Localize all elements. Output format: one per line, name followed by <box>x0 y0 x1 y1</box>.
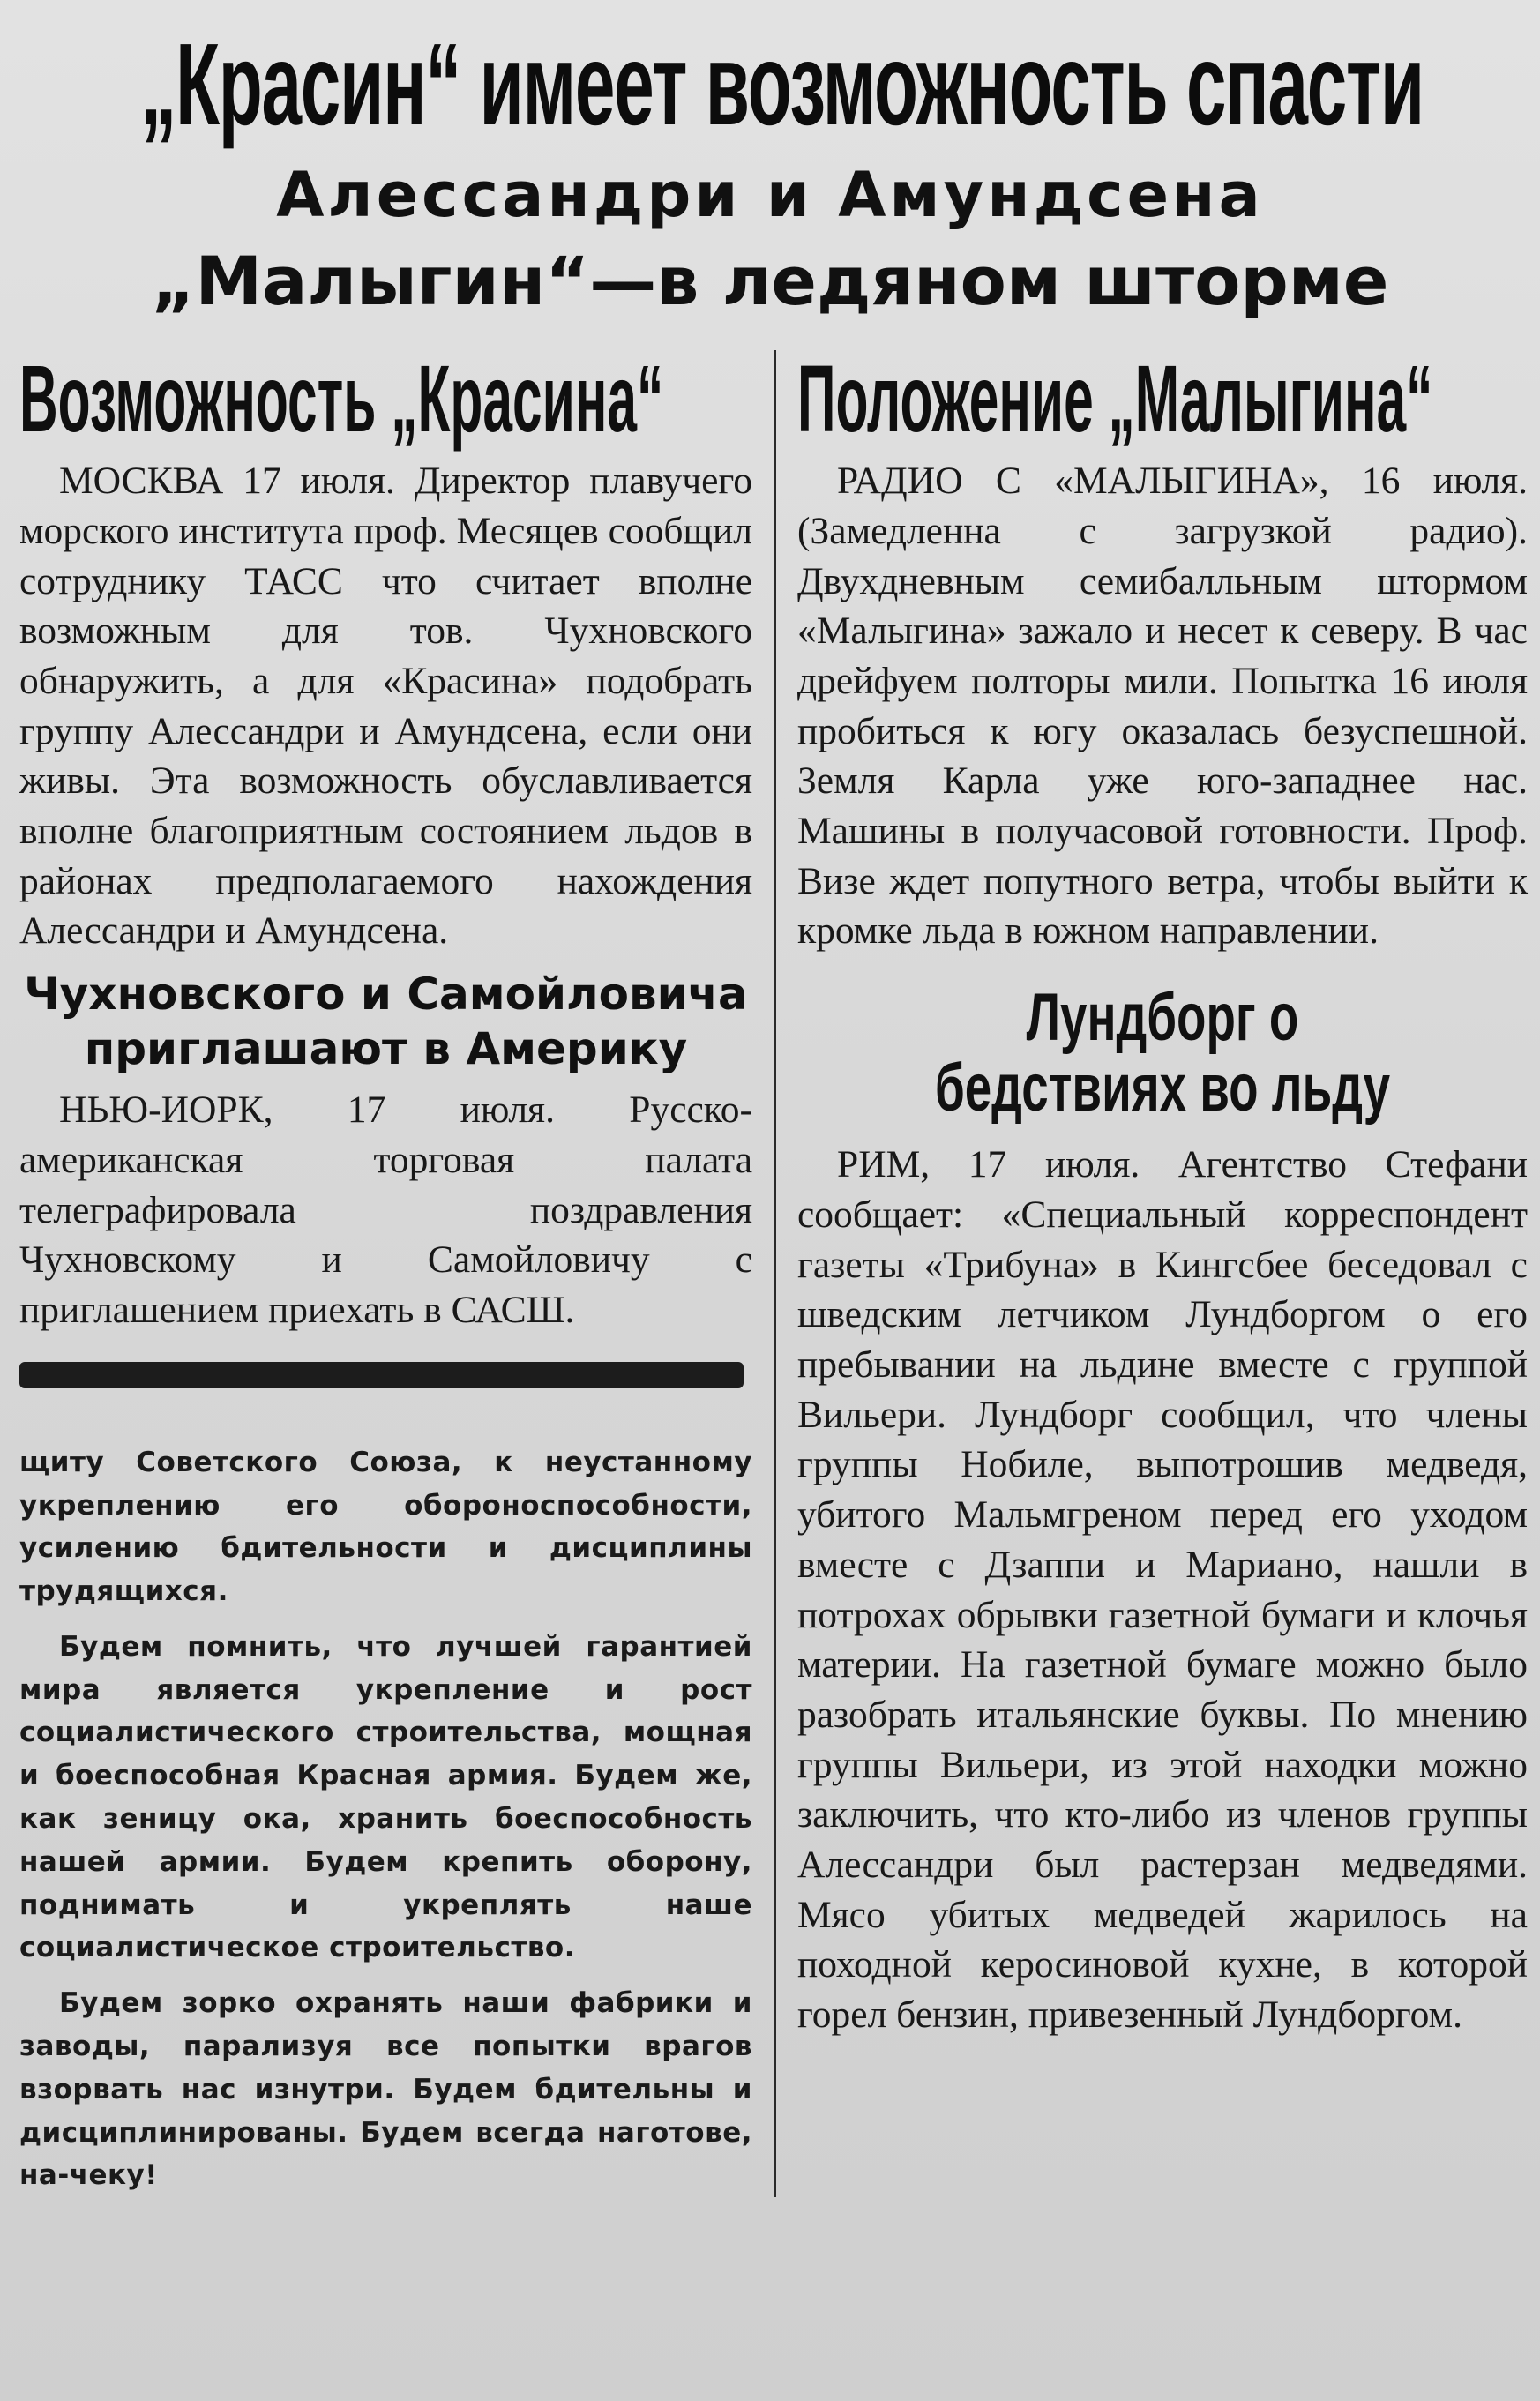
appeal-paragraph-2: Будем помнить, что лучшей гарантией мира является укрепление и рост социалистического строительства, мощная и боеспособная Красная армия. Будем же, как зеницу ока, хранить боеспособность нашей армии. Будем крепить оборону, поднимать и укреплять наше социалистическое строительство. <box>19 1630 752 1964</box>
column-divider-rule <box>19 1362 744 1388</box>
left-column <box>19 345 774 2197</box>
lundborg-article-title: Лундборг о бедствиях во льду <box>934 980 1391 1126</box>
appeal-paragraph-3: Будем зорко охранять наши фабрики и заводы, парализуя все попытки врагов взорвать нас изнутри. Будем бдительны и дисциплинированы. Будем всегда наготове, на-чеку! <box>19 1987 752 2192</box>
malygin-article-title: Положение „Малыгина“ <box>797 345 1433 452</box>
america-invitation-body: НЬЮ-ИОРК, 17 июля. Русско-американская торговая палата телеграфировала поздравления Чухновскому и Самойловичу с приглашением приехать в САСШ. <box>19 1088 752 1331</box>
appeal-text <box>19 1441 752 2198</box>
article-columns <box>19 345 1528 2197</box>
headline-third: „Малыгин“—в ледяном шторме <box>151 242 1389 320</box>
krasin-article-title: Возможность „Красина“ <box>19 345 664 452</box>
appeal-paragraph-1: щиту Советского Союза, к неустанному укреплению его обороноспособности, усилению бдительности и дисциплины трудящихся. <box>19 1446 752 1608</box>
lundborg-article-body: РИМ, 17 июля. Агентство Стефани сообщает: «Специальный корреспондент газеты «Трибуна» в Кингсбее беседовал с шведским летчиком Лундборгом о его пребывании на льдине вместе с группой Вильери. Лундборг сообщил, что члены группы Нобиле, выпотрошив медведя, убитого Мальмгреном перед его уходом вместе с Дзаппи и Мариано, нашли в потрохах обрывки газетной бумаги и клочья материи. На газетной бумаге можно было разобрать итальянские буквы. По мнению группы Вильери, из этой находки можно заключить, что кто-либо из членов группы Алессандри был растерзан медведями. Мясо убитых медведей жарилось на походной керосиновой кухне, в которой горел бензин, привезенный Лундборгом. <box>797 1143 1528 2037</box>
krasin-article-body: МОСКВА 17 июля. Директор плавучего морского института проф. Месяцев сообщил сотруднику ТАСС что считает вполне возможным для тов. Чухновского обнаружить, а для «Красина» подобрать группу Алессандри и Амундсена, если они живы. Эта возможность обуславливается вполне благоприятным состоянием льдов в районах предполагаемого нахождения Алессандри и Амундсена. <box>19 460 752 953</box>
main-headline: „Красин“ имеет возможность спасти <box>140 19 1424 149</box>
headline-subtitle: Алессандри и Амундсена <box>276 159 1264 231</box>
america-invitation-title: Чухновского и Самойловича приглашают в Америку <box>24 969 748 1075</box>
right-column <box>774 345 1528 2197</box>
malygin-article-body: РАДИО С «МАЛЫГИНА», 16 июля. (Замедленна с загрузкой радио). Двухдневным семибалльным штормом «Малыгина» зажало и несет к северу. В час дрейфуем полторы мили. Попытка 16 июля пробиться к югу оказалась безуспешной. Земля Карла уже юго-западнее нас. Машины в получасовой готовности. Проф. Визе ждет попутного ветра, чтобы выйти к кромке льда в южном направлении. <box>797 460 1528 953</box>
